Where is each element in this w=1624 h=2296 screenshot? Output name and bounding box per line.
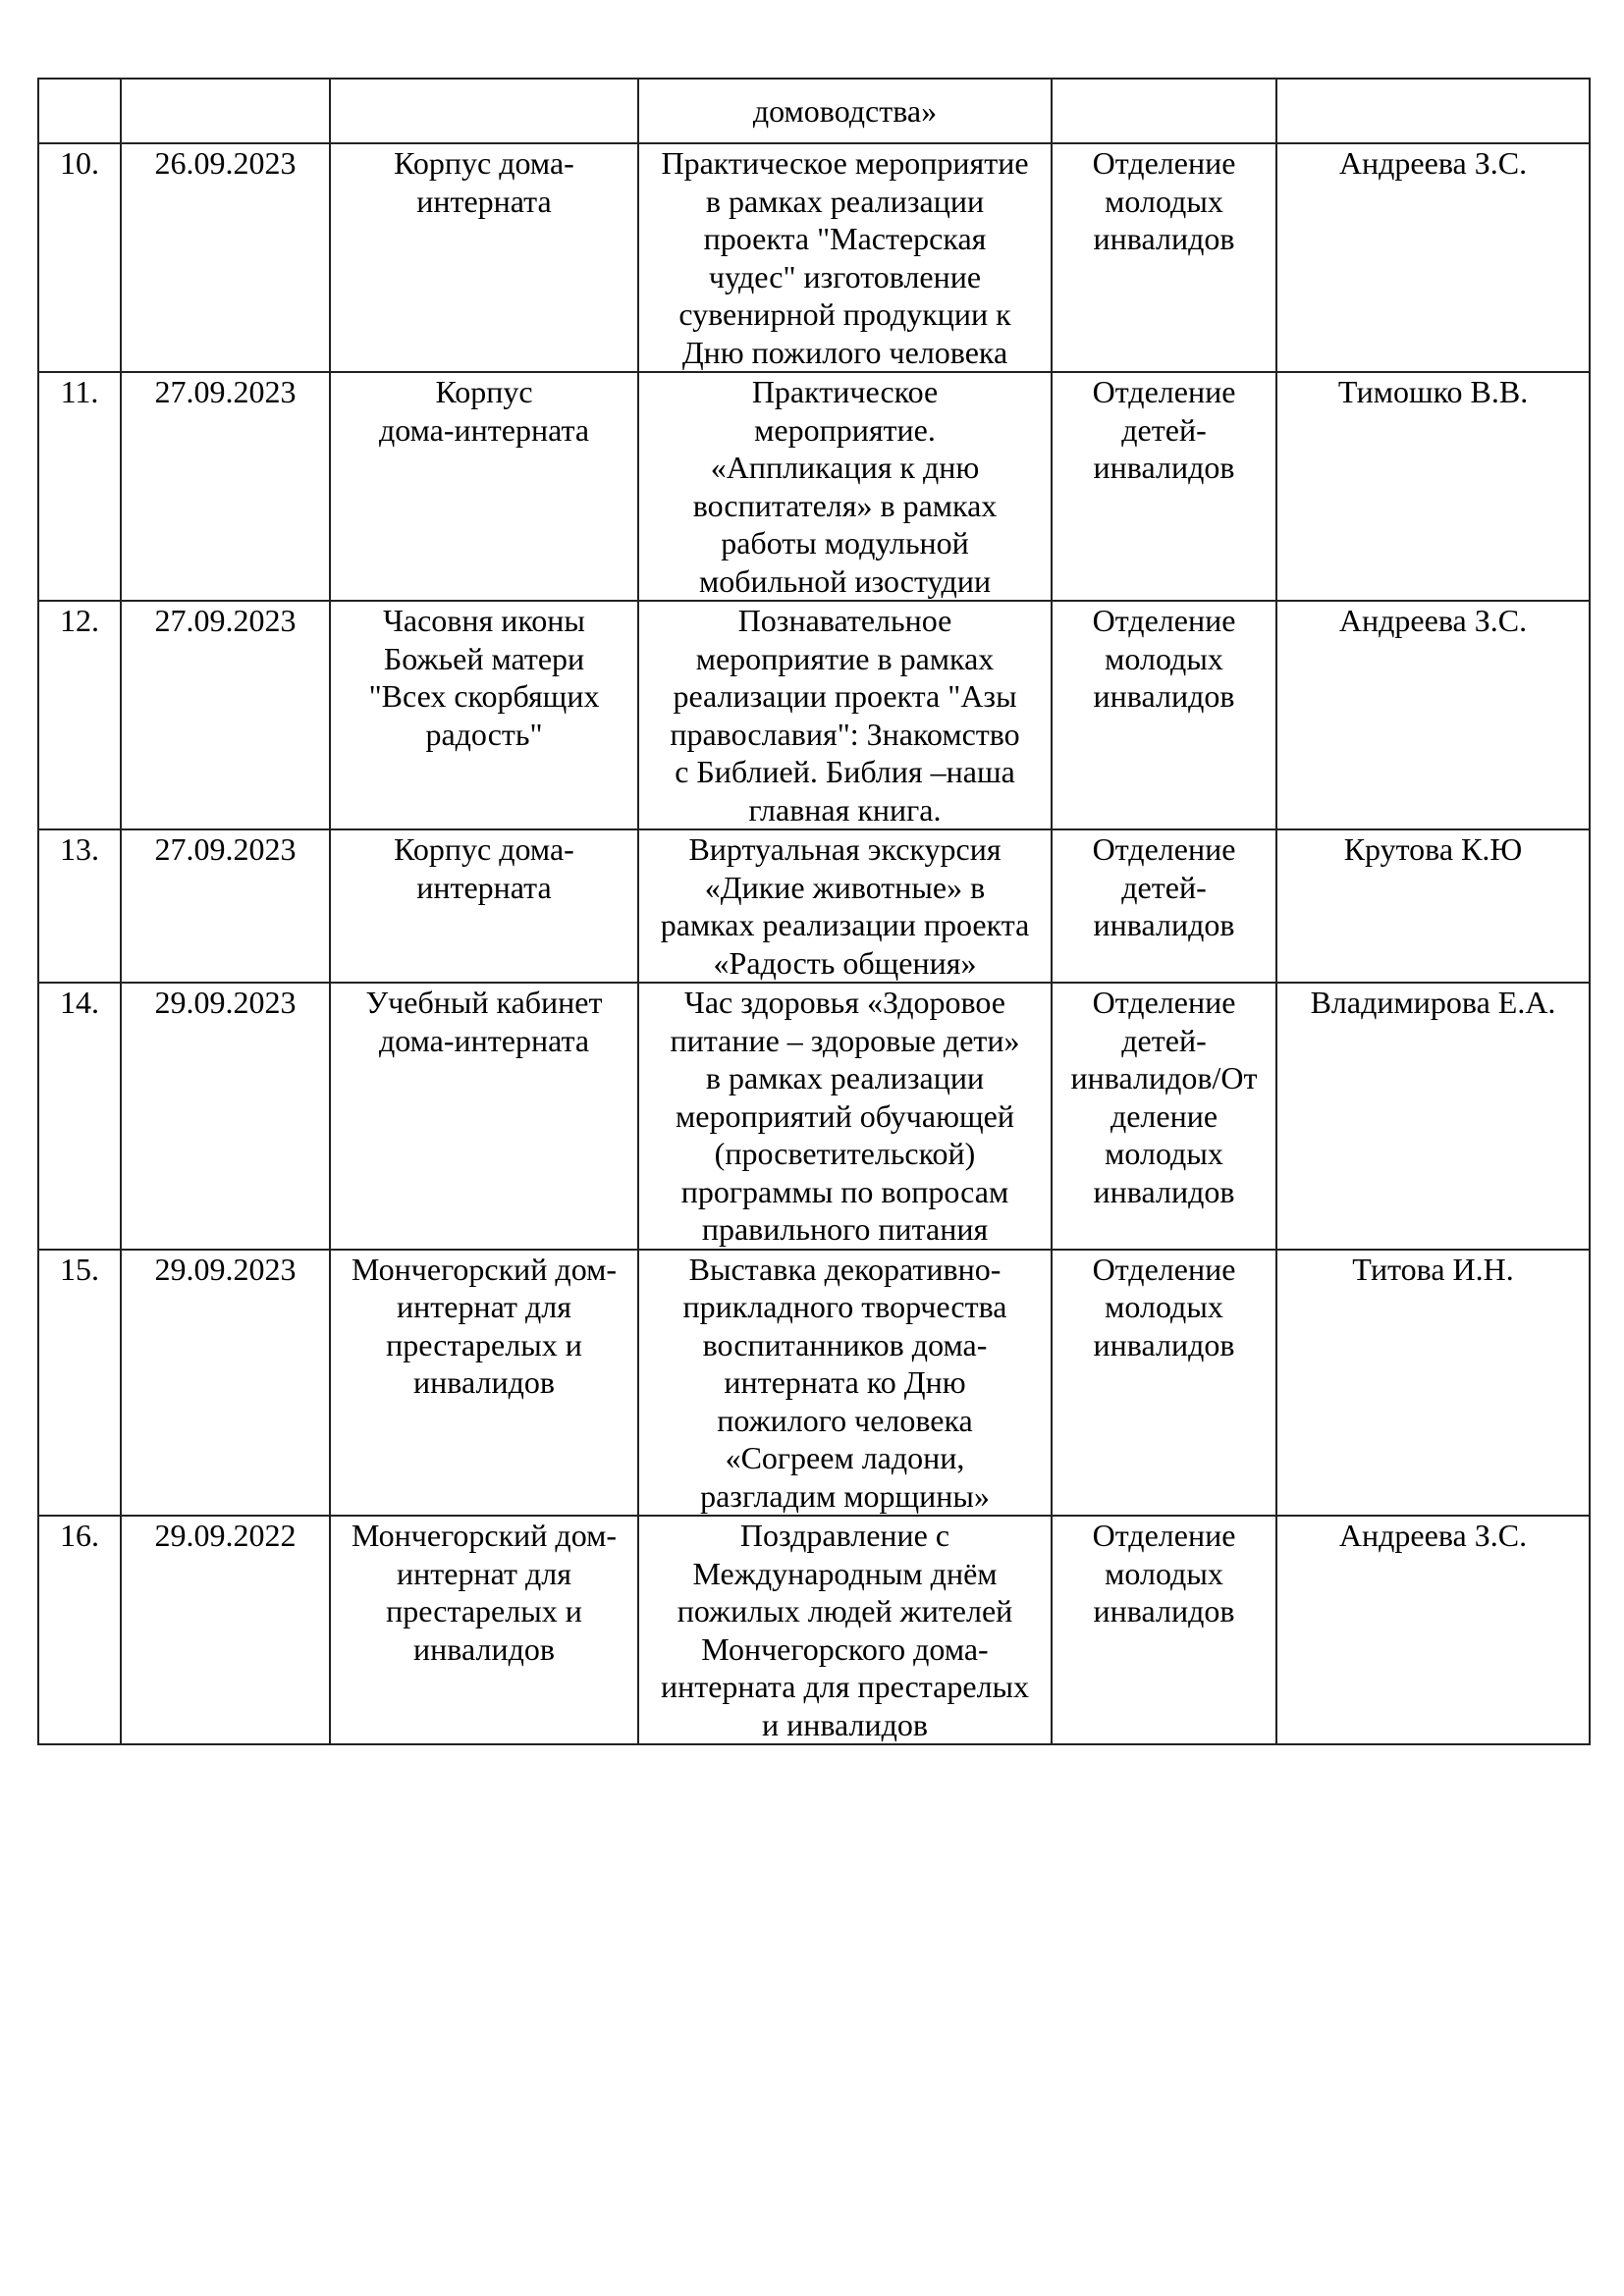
cell-line: Виртуальная экскурсия xyxy=(688,831,1001,867)
cell-line: детей- xyxy=(1121,869,1207,905)
cell-responsible: Владимирова Е.А. xyxy=(1276,983,1590,1250)
cell-line: дома-интерната xyxy=(378,1022,590,1058)
cell-responsible: Титова И.Н. xyxy=(1276,1250,1590,1517)
cell-line: престарелых и xyxy=(386,1326,582,1362)
table-row xyxy=(38,1516,1590,1744)
cell-line: мобильной изостудии xyxy=(698,562,992,599)
cell-line: инвалидов xyxy=(1093,907,1235,942)
cell-event xyxy=(638,829,1052,983)
cell-line: с Библией. Библия –наша xyxy=(675,754,1015,789)
cell-line: реализации проекта "Азы xyxy=(673,678,1017,714)
cell-responsible xyxy=(1276,79,1590,143)
cell-line: интерната xyxy=(416,183,552,219)
cell-line: деление xyxy=(1110,1097,1218,1134)
cell-line: инвалидов xyxy=(1093,450,1235,485)
cell-department xyxy=(1052,143,1276,372)
cell-num xyxy=(38,79,121,143)
cell-date: 27.09.2023 xyxy=(121,372,330,601)
table-row xyxy=(38,372,1590,601)
cell-line: разгладим морщины» xyxy=(700,1477,990,1514)
cell-line: интерната ко Дню xyxy=(724,1364,966,1400)
cell-line: Учебный кабинет xyxy=(365,985,603,1020)
cell-place xyxy=(330,372,638,601)
cell-line: «Радость общения» xyxy=(713,944,977,981)
cell-line: молодых xyxy=(1105,1555,1223,1591)
cell-event xyxy=(638,601,1052,829)
cell-line: проекта "Мастерская xyxy=(703,221,987,256)
cell-num: 14. xyxy=(38,983,121,1250)
cell-department xyxy=(1052,601,1276,829)
cell-line: престарелых и xyxy=(386,1593,582,1629)
cell-line: домоводства» xyxy=(752,92,938,129)
cell-line: детей- xyxy=(1121,411,1207,448)
cell-date: 29.09.2022 xyxy=(121,1516,330,1744)
cell-line: Дню пожилого человека xyxy=(681,334,1008,370)
cell-num: 15. xyxy=(38,1250,121,1517)
cell-department xyxy=(1052,983,1276,1250)
cell-date: 29.09.2023 xyxy=(121,983,330,1250)
cell-line: детей- xyxy=(1121,1022,1207,1058)
cell-place xyxy=(330,1250,638,1517)
cell-event xyxy=(638,79,1052,143)
cell-line: инвалидов xyxy=(1093,1173,1235,1209)
cell-department xyxy=(1052,829,1276,983)
cell-line: Мончегорского дома- xyxy=(701,1630,989,1667)
cell-line: Выставка декоративно- xyxy=(688,1251,1001,1287)
cell-num: 13. xyxy=(38,829,121,983)
cell-line: в рамках реализации xyxy=(705,1060,985,1095)
cell-place xyxy=(330,983,638,1250)
table-row xyxy=(38,601,1590,829)
cell-place xyxy=(330,143,638,372)
cell-line: инвалидов xyxy=(413,1364,555,1400)
cell-line: пожилого человека xyxy=(717,1402,973,1438)
cell-line: прикладного творчества xyxy=(682,1289,1007,1324)
cell-event xyxy=(638,372,1052,601)
cell-num: 11. xyxy=(38,372,121,601)
cell-date: 29.09.2023 xyxy=(121,1250,330,1517)
table-row xyxy=(38,983,1590,1250)
cell-line: Отделение xyxy=(1092,985,1236,1020)
cell-line: интернат для xyxy=(397,1289,571,1324)
cell-line: воспитанников дома- xyxy=(702,1326,988,1362)
cell-department xyxy=(1052,372,1276,601)
cell-department xyxy=(1052,79,1276,143)
cell-place xyxy=(330,829,638,983)
cell-line: инвалидов xyxy=(1093,221,1235,256)
cell-event xyxy=(638,1516,1052,1744)
cell-line: сувенирной продукции к xyxy=(678,296,1011,332)
cell-line: инвалидов xyxy=(1093,1326,1235,1362)
cell-line: Мончегорский дом- xyxy=(352,1251,617,1287)
cell-line: питание – здоровые дети» xyxy=(670,1022,1020,1058)
cell-line: и инвалидов xyxy=(761,1706,929,1742)
cell-line: интерната для престарелых xyxy=(660,1669,1030,1704)
cell-date: 27.09.2023 xyxy=(121,601,330,829)
cell-place xyxy=(330,1516,638,1744)
cell-line: в рамках реализации xyxy=(705,183,985,219)
cell-line: Божьей матери xyxy=(383,640,585,676)
cell-line: молодых xyxy=(1105,183,1223,219)
cell-responsible: Андреева З.С. xyxy=(1276,601,1590,829)
cell-responsible: Андреева З.С. xyxy=(1276,1516,1590,1744)
cell-line: воспитателя» в рамках xyxy=(692,487,998,523)
cell-line: пожилых людей жителей xyxy=(677,1593,1013,1629)
cell-line: программы по вопросам xyxy=(680,1173,1009,1209)
cell-line: интерната xyxy=(416,869,552,905)
cell-line: инвалидов/От xyxy=(1070,1060,1258,1095)
cell-line: Мончегорский дом- xyxy=(352,1518,617,1553)
cell-line: Час здоровья «Здоровое xyxy=(684,985,1005,1020)
cell-line: рамках реализации проекта xyxy=(660,907,1030,942)
cell-date xyxy=(121,79,330,143)
cell-line: инвалидов xyxy=(1093,678,1235,714)
cell-line: Познавательное xyxy=(737,603,952,638)
cell-line: Отделение xyxy=(1092,145,1236,181)
table-row xyxy=(38,143,1590,372)
table-row-continuation xyxy=(38,79,1590,143)
cell-line: «Дикие животные» в xyxy=(704,869,986,905)
cell-line: Отделение xyxy=(1092,831,1236,867)
cell-place xyxy=(330,601,638,829)
cell-event xyxy=(638,983,1052,1250)
cell-num: 10. xyxy=(38,143,121,372)
events-table xyxy=(37,78,1591,1745)
cell-department xyxy=(1052,1250,1276,1517)
cell-date: 26.09.2023 xyxy=(121,143,330,372)
cell-responsible: Тимошко В.В. xyxy=(1276,372,1590,601)
cell-num: 12. xyxy=(38,601,121,829)
cell-line: интернат для xyxy=(397,1555,571,1591)
cell-line: (просветительской) xyxy=(714,1136,976,1171)
cell-line: молодых xyxy=(1105,1289,1223,1324)
cell-line: Международным днём xyxy=(692,1555,998,1591)
cell-responsible: Крутова К.Ю xyxy=(1276,829,1590,983)
cell-line: Практическое xyxy=(751,374,939,409)
cell-line: чудес" изготовление xyxy=(708,258,982,294)
cell-date: 27.09.2023 xyxy=(121,829,330,983)
cell-line: правильного питания xyxy=(701,1211,989,1247)
table-row xyxy=(38,829,1590,983)
cell-line: мероприятие в рамках xyxy=(695,640,995,676)
table-row xyxy=(38,1250,1590,1517)
cell-line: православия": Знакомство xyxy=(670,716,1020,752)
cell-department xyxy=(1052,1516,1276,1744)
cell-line: "Всех скорбящих xyxy=(368,678,600,714)
cell-event xyxy=(638,143,1052,372)
cell-line: Часовня иконы xyxy=(383,603,585,638)
cell-line: молодых xyxy=(1105,640,1223,676)
cell-line: мероприятие. xyxy=(754,411,936,448)
cell-event xyxy=(638,1250,1052,1517)
cell-line: главная книга. xyxy=(748,791,942,828)
cell-line: молодых xyxy=(1105,1136,1223,1171)
cell-place xyxy=(330,79,638,143)
cell-line: Поздравление с xyxy=(739,1518,950,1553)
cell-line: Корпус xyxy=(435,374,533,409)
cell-line: Отделение xyxy=(1092,374,1236,409)
cell-line: Корпус дома- xyxy=(394,831,574,867)
cell-responsible: Андреева З.С. xyxy=(1276,143,1590,372)
cell-line: Корпус дома- xyxy=(394,145,574,181)
cell-line: радость" xyxy=(425,716,543,752)
cell-line: работы модульной xyxy=(721,525,969,561)
cell-line: Отделение xyxy=(1092,603,1236,638)
cell-line: «Аппликация к дню xyxy=(710,450,980,485)
cell-num: 16. xyxy=(38,1516,121,1744)
cell-line: «Согреем ладони, xyxy=(725,1440,965,1475)
cell-line: Практическое мероприятие xyxy=(661,145,1029,181)
cell-line: Отделение xyxy=(1092,1518,1236,1553)
cell-line: мероприятий обучающей xyxy=(676,1097,1014,1134)
cell-line: Отделение xyxy=(1092,1251,1236,1287)
cell-line: инвалидов xyxy=(413,1630,555,1667)
cell-line: инвалидов xyxy=(1093,1593,1235,1629)
cell-line: дома-интерната xyxy=(378,411,590,448)
